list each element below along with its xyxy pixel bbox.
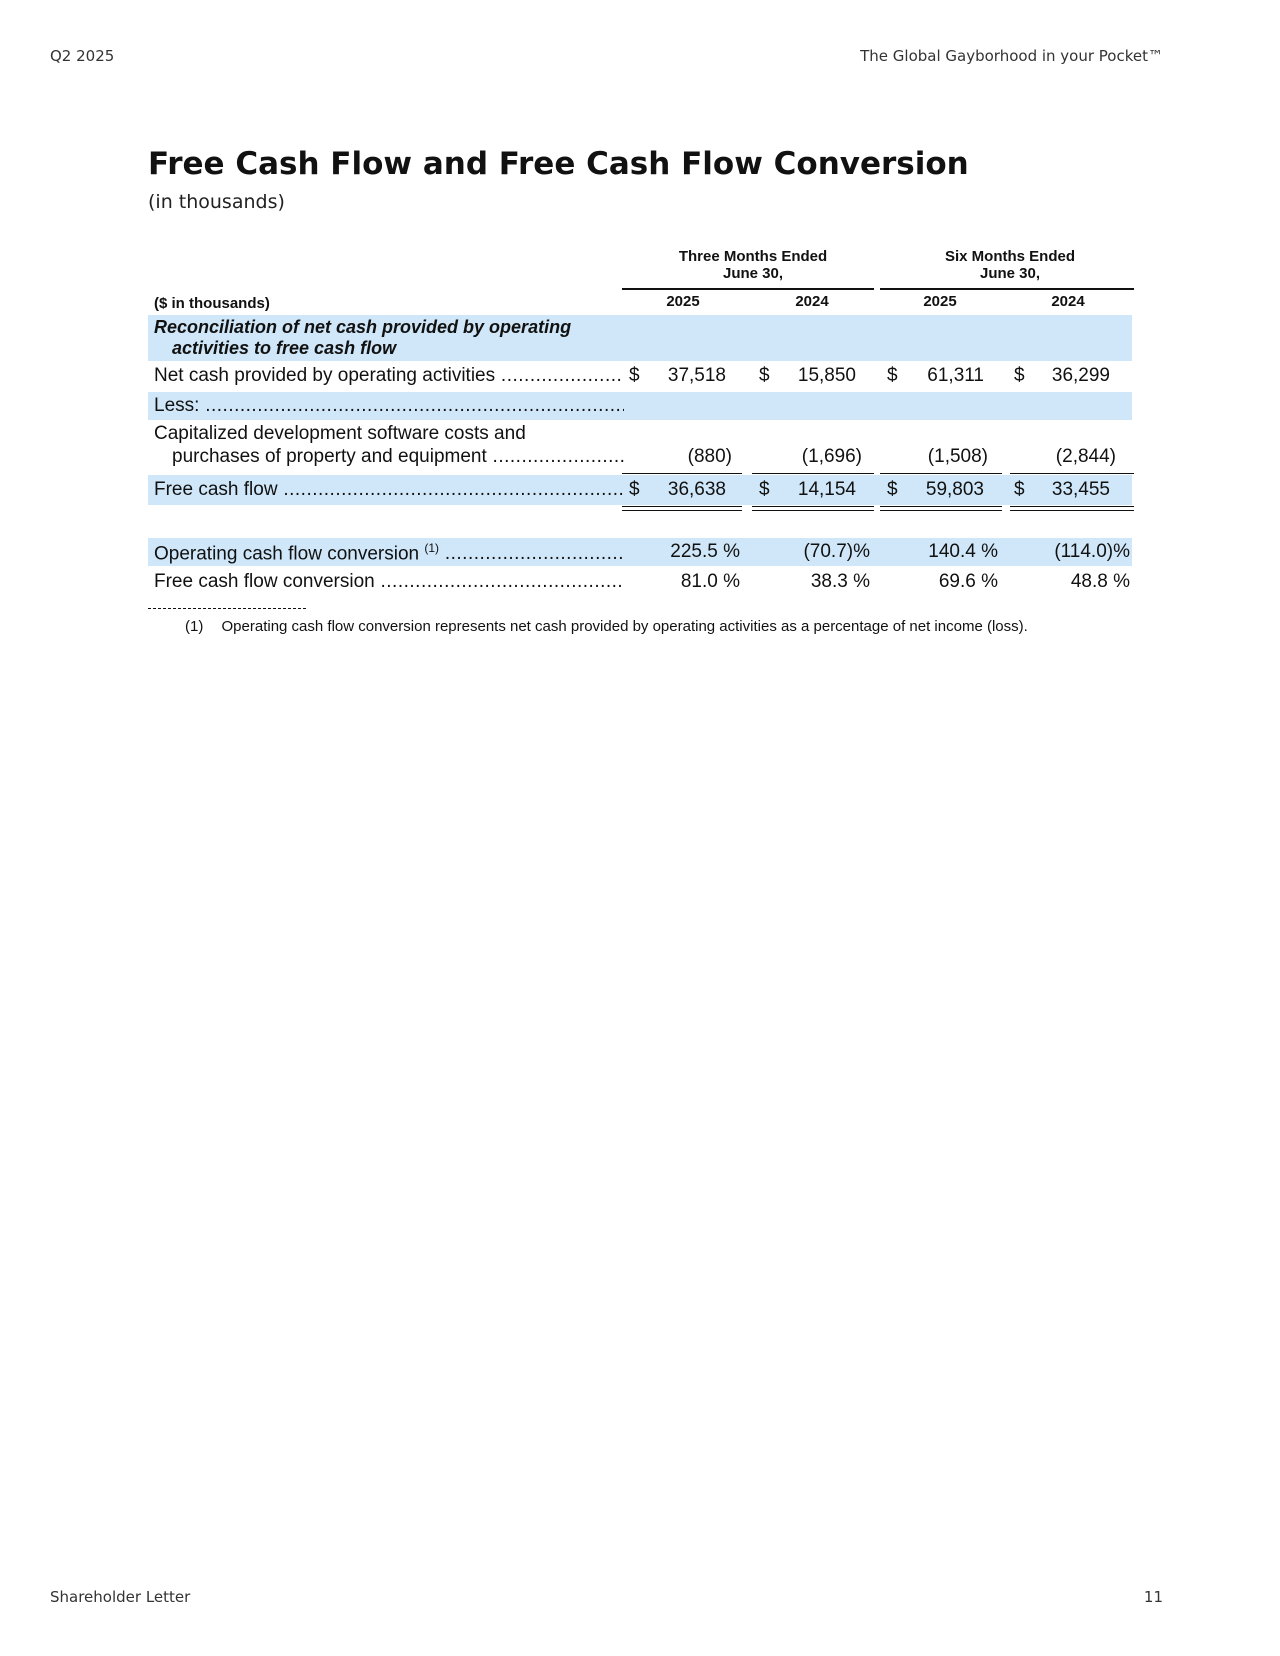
- value-cell: 81.0 %: [680, 571, 740, 592]
- header-tagline: The Global Gayborhood in your Pocket™: [860, 47, 1163, 65]
- total-rule: [752, 506, 874, 507]
- total-rule: [622, 510, 742, 511]
- value-cell: (114.0)%: [1054, 541, 1130, 562]
- value-cell: (1,696): [801, 446, 862, 467]
- subtotal-rule: [752, 473, 874, 474]
- page-subtitle: (in thousands): [148, 191, 285, 213]
- currency-symbol: $: [887, 365, 898, 386]
- row-fcf-conversion: [148, 568, 1132, 596]
- row-label-line2: purchases of property and equipment .....: [172, 446, 624, 468]
- value-cell: 36,638: [667, 479, 726, 500]
- value-cell: 59,803: [925, 479, 984, 500]
- subtotal-rule: [880, 473, 1002, 474]
- units-label: ($ in thousands): [154, 295, 270, 312]
- currency-symbol: $: [629, 365, 640, 386]
- total-rule: [1010, 506, 1134, 507]
- group-rule: [622, 288, 874, 290]
- value-cell: (2,844): [1055, 446, 1116, 467]
- year-header: 2024: [795, 293, 829, 310]
- row-net-cash: [148, 362, 1132, 391]
- page-number: 11: [1143, 1588, 1163, 1606]
- group-heading-six-months: [886, 248, 1134, 282]
- row-label: Free cash flow .....: [154, 479, 624, 501]
- row-capex: [148, 422, 1132, 472]
- currency-symbol: $: [759, 365, 770, 386]
- footnote-text: Operating cash flow conversion represents net cash provided by operating activities as a percentage of net income (loss).: [221, 618, 1028, 635]
- value-cell: 14,154: [797, 479, 856, 500]
- value-cell: 38.3 %: [810, 571, 870, 592]
- row-ocf-conversion: [148, 538, 1132, 566]
- currency-symbol: $: [629, 479, 640, 500]
- currency-symbol: $: [1014, 365, 1025, 386]
- row-free-cash-flow: [148, 475, 1132, 505]
- section-title: [154, 317, 571, 359]
- footnote-separator: [148, 608, 306, 609]
- currency-symbol: $: [887, 479, 898, 500]
- value-cell: 15,850: [797, 365, 856, 386]
- value-cell: 37,518: [667, 365, 726, 386]
- year-header: 2025: [923, 293, 957, 310]
- total-rule: [880, 510, 1002, 511]
- currency-symbol: $: [759, 479, 770, 500]
- row-label: Free cash flow conversion .....: [154, 571, 624, 593]
- value-cell: 61,311: [927, 365, 984, 386]
- value-cell: (70.7)%: [803, 541, 870, 562]
- subtotal-rule: [1010, 473, 1134, 474]
- row-label: Operating cash flow conversion $^{(1)}$ .....: [154, 541, 624, 565]
- row-less: [148, 392, 1132, 420]
- year-header: 2025: [666, 293, 700, 310]
- group-heading-line1: Three Months Ended: [678, 248, 828, 265]
- total-rule: [752, 510, 874, 511]
- footnote-marker: (1): [185, 618, 204, 635]
- value-cell: 140.4 %: [928, 541, 998, 562]
- section-title-line1: Reconciliation of net cash provided by operating: [154, 317, 572, 337]
- page-title: Free Cash Flow and Free Cash Flow Conversion: [148, 146, 969, 182]
- total-rule: [880, 506, 1002, 507]
- group-rule: [880, 288, 1134, 290]
- value-cell: (880): [687, 446, 732, 467]
- group-heading-line2: June 30,: [979, 265, 1041, 282]
- row-label: Net cash provided by operating activities .....: [154, 365, 624, 387]
- value-cell: 225.5 %: [670, 541, 740, 562]
- value-cell: 48.8 %: [1070, 571, 1130, 592]
- group-heading-line1: Six Months Ended: [944, 248, 1075, 265]
- total-rule: [622, 506, 742, 507]
- group-heading-line2: June 30,: [722, 265, 784, 282]
- row-label-line1: Capitalized development software costs and: [154, 423, 526, 444]
- section-title-band: [148, 315, 1132, 361]
- group-heading-three-months: [628, 248, 878, 282]
- footer-document-name: Shareholder Letter: [50, 1588, 191, 1606]
- value-cell: (1,508): [927, 446, 988, 467]
- footnote: [185, 618, 1028, 635]
- value-cell: 33,455: [1051, 479, 1110, 500]
- value-cell: 69.6 %: [938, 571, 998, 592]
- subtotal-rule: [622, 473, 742, 474]
- value-cell: 36,299: [1051, 365, 1110, 386]
- header-quarter: Q2 2025: [50, 47, 115, 65]
- row-label: Less: .....: [154, 395, 624, 417]
- currency-symbol: $: [1014, 479, 1025, 500]
- total-rule: [1010, 510, 1134, 511]
- section-title-line2: activities to free cash flow: [172, 338, 397, 358]
- year-header: 2024: [1051, 293, 1085, 310]
- footnote-reference: (1): [424, 541, 440, 555]
